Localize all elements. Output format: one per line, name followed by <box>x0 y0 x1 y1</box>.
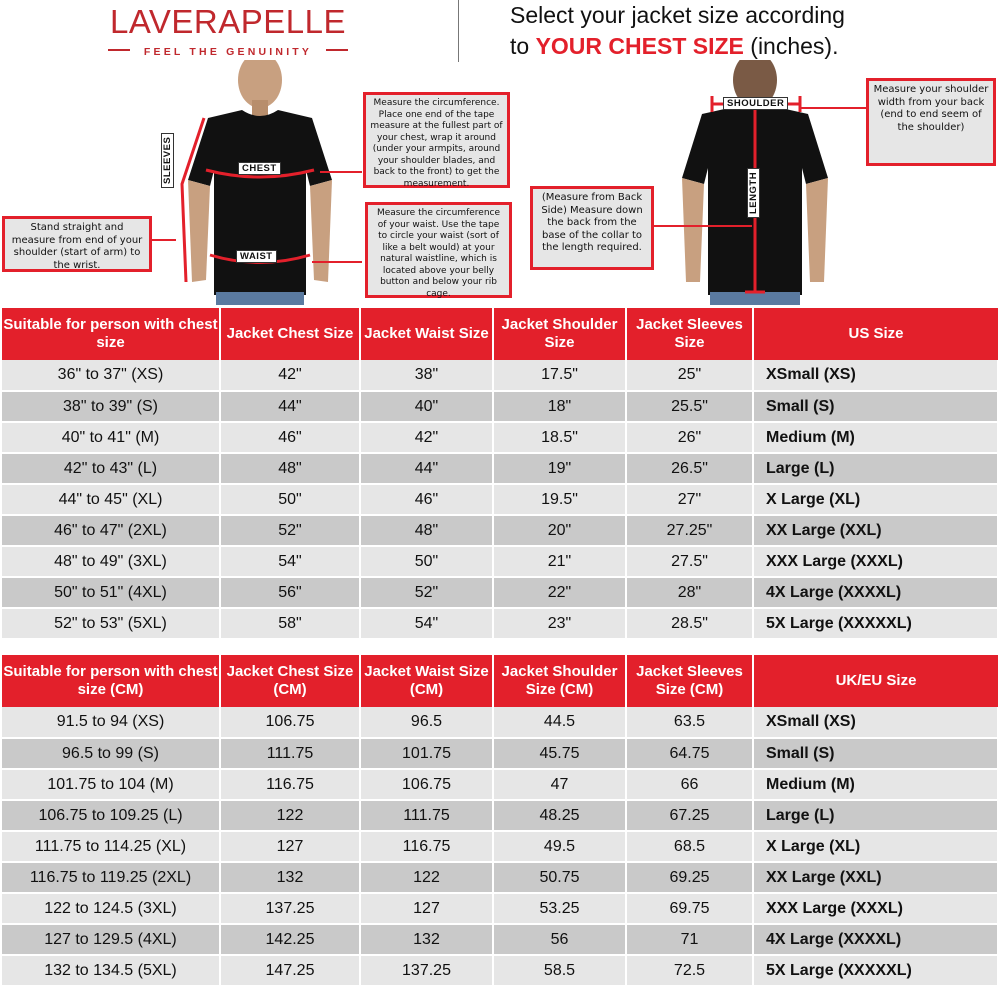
table-cell: 48.25 <box>493 800 626 831</box>
table-cell: 96.5 to 99 (S) <box>2 738 220 769</box>
headline-highlight: YOUR CHEST SIZE <box>535 33 744 59</box>
table-cell: 132 to 134.5 (5XL) <box>2 955 220 986</box>
table-cell: 147.25 <box>220 955 360 986</box>
table-cell: 5X Large (XXXXXL) <box>753 608 998 639</box>
table-cell: 38" <box>360 360 493 391</box>
table-cell: 46" <box>220 422 360 453</box>
table-cell: 42" <box>220 360 360 391</box>
us-size-table <box>2 308 999 640</box>
us-header-chest-range: Suitable for person with chest size <box>2 308 220 360</box>
chest-note: Measure the circumference. Place one end of the tape measure at the fullest part of your chest, wrap it around (under your armpits, around your shoulder blades, and back to the front) to get the measurement. <box>363 92 510 188</box>
table-row <box>2 546 998 577</box>
brand-logo <box>108 4 348 58</box>
table-cell: 127 <box>220 831 360 862</box>
table-cell: 27.5" <box>626 546 753 577</box>
table-row <box>2 422 998 453</box>
table-cell: 45.75 <box>493 738 626 769</box>
table-row <box>2 800 998 831</box>
table-cell: 106.75 <box>360 769 493 800</box>
table-cell: 38" to 39" (S) <box>2 391 220 422</box>
chest-label: CHEST <box>238 162 281 175</box>
table-cell: 56 <box>493 924 626 955</box>
table-row <box>2 769 998 800</box>
table-cell: 52" to 53" (5XL) <box>2 608 220 639</box>
table-cell: XX Large (XXL) <box>753 862 998 893</box>
table-cell: 101.75 <box>360 738 493 769</box>
table-cell: 27.25" <box>626 515 753 546</box>
table-cell: 56" <box>220 577 360 608</box>
table-cell: 20" <box>493 515 626 546</box>
table-cell: 28.5" <box>626 608 753 639</box>
table-cell: 66 <box>626 769 753 800</box>
table-cell: 4X Large (XXXXL) <box>753 577 998 608</box>
table-cell: 96.5 <box>360 707 493 738</box>
table-cell: 71 <box>626 924 753 955</box>
us-header-us-size: US Size <box>753 308 998 360</box>
table-cell: XXX Large (XXXL) <box>753 546 998 577</box>
table-cell: 106.75 <box>220 707 360 738</box>
table-cell: 44" to 45" (XL) <box>2 484 220 515</box>
table-cell: 58.5 <box>493 955 626 986</box>
table-cell: 91.5 to 94 (XS) <box>2 707 220 738</box>
table-cell: 22" <box>493 577 626 608</box>
table-cell: 101.75 to 104 (M) <box>2 769 220 800</box>
table-cell: 50" <box>360 546 493 577</box>
table-row <box>2 893 998 924</box>
table-cell: 111.75 to 114.25 (XL) <box>2 831 220 862</box>
table-cell: 127 to 129.5 (4XL) <box>2 924 220 955</box>
table-cell: 72.5 <box>626 955 753 986</box>
table-cell: Small (S) <box>753 738 998 769</box>
table-cell: 127 <box>360 893 493 924</box>
table-cell: 21" <box>493 546 626 577</box>
table-cell: 40" <box>360 391 493 422</box>
table-cell: 69.25 <box>626 862 753 893</box>
table-cell: 116.75 to 119.25 (2XL) <box>2 862 220 893</box>
length-note: (Measure from Back Side) Measure down the back from the base of the collar to the length required. <box>530 186 654 270</box>
table-cell: 18" <box>493 391 626 422</box>
table-cell: 44" <box>360 453 493 484</box>
table-cell: 44" <box>220 391 360 422</box>
table-cell: 44.5 <box>493 707 626 738</box>
eu-header-chest-range: Suitable for person with chest size (CM) <box>2 655 220 707</box>
table-row <box>2 484 998 515</box>
eu-header-jacket-sleeves: Jacket Sleeves Size (CM) <box>626 655 753 707</box>
headline <box>510 0 990 62</box>
table-cell: Medium (M) <box>753 769 998 800</box>
table-cell: 48" <box>360 515 493 546</box>
table-cell: Medium (M) <box>753 422 998 453</box>
table-cell: 17.5" <box>493 360 626 391</box>
waist-note: Measure the circumference of your waist. Use the tape to circle your waist (sort of like a belt would) at your natural waistline, which is located above your belly button and below your rib cage. <box>365 202 512 298</box>
us-header-jacket-shoulder: Jacket Shoulder Size <box>493 308 626 360</box>
table-cell: 54" <box>220 546 360 577</box>
eu-header-eu-size: UK/EU Size <box>753 655 998 707</box>
table-cell: 58" <box>220 608 360 639</box>
table-cell: 42" to 43" (L) <box>2 453 220 484</box>
headline-prefix: to <box>510 33 536 59</box>
table-cell: X Large (XL) <box>753 831 998 862</box>
headline-suffix: (inches). <box>743 33 839 59</box>
eu-size-table <box>2 655 999 987</box>
table-cell: 50" to 51" (4XL) <box>2 577 220 608</box>
us-table-header-row <box>2 308 998 360</box>
table-cell: 19" <box>493 453 626 484</box>
brand-tagline: FEEL THE GENUINITY <box>143 46 313 58</box>
table-row <box>2 831 998 862</box>
table-row <box>2 707 998 738</box>
table-row <box>2 577 998 608</box>
table-cell: 111.75 <box>220 738 360 769</box>
table-row <box>2 738 998 769</box>
table-cell: 52" <box>220 515 360 546</box>
shoulder-note: Measure your shoulder width from your back (end to end seem of the shoulder) <box>866 78 996 166</box>
table-cell: Small (S) <box>753 391 998 422</box>
table-cell: 26.5" <box>626 453 753 484</box>
table-cell: 122 <box>360 862 493 893</box>
front-connectors <box>140 150 380 280</box>
table-cell: 25" <box>626 360 753 391</box>
table-cell: 69.75 <box>626 893 753 924</box>
table-row <box>2 453 998 484</box>
table-cell: 18.5" <box>493 422 626 453</box>
table-row <box>2 608 998 639</box>
us-header-jacket-sleeves: Jacket Sleeves Size <box>626 308 753 360</box>
sleeves-label: SLEEVES <box>161 133 174 188</box>
table-row <box>2 391 998 422</box>
table-cell: XSmall (XS) <box>753 360 998 391</box>
table-cell: 4X Large (XXXXL) <box>753 924 998 955</box>
brand-name: LAVERAPELLE <box>109 3 347 40</box>
waist-label: WAIST <box>236 250 277 263</box>
table-cell: 132 <box>220 862 360 893</box>
table-cell: 68.5 <box>626 831 753 862</box>
us-header-jacket-chest: Jacket Chest Size <box>220 308 360 360</box>
table-cell: 63.5 <box>626 707 753 738</box>
table-cell: XSmall (XS) <box>753 707 998 738</box>
table-cell: 64.75 <box>626 738 753 769</box>
eu-header-jacket-shoulder: Jacket Shoulder Size (CM) <box>493 655 626 707</box>
table-row <box>2 924 998 955</box>
table-cell: 67.25 <box>626 800 753 831</box>
table-cell: 5X Large (XXXXXL) <box>753 955 998 986</box>
table-cell: 36" to 37" (XS) <box>2 360 220 391</box>
logo-arrow-icon <box>108 42 348 58</box>
table-cell: 26" <box>626 422 753 453</box>
table-cell: 19.5" <box>493 484 626 515</box>
table-cell: 42" <box>360 422 493 453</box>
table-cell: 116.75 <box>360 831 493 862</box>
table-cell: 54" <box>360 608 493 639</box>
table-cell: XXX Large (XXXL) <box>753 893 998 924</box>
table-row <box>2 360 998 391</box>
table-cell: 137.25 <box>220 893 360 924</box>
table-cell: 116.75 <box>220 769 360 800</box>
length-label: LENGTH <box>747 168 760 218</box>
table-cell: 106.75 to 109.25 (L) <box>2 800 220 831</box>
table-cell: 48" <box>220 453 360 484</box>
us-header-jacket-waist: Jacket Waist Size <box>360 308 493 360</box>
table-cell: Large (L) <box>753 453 998 484</box>
table-cell: 23" <box>493 608 626 639</box>
shoulder-label: SHOULDER <box>723 97 788 110</box>
table-cell: 132 <box>360 924 493 955</box>
back-connectors <box>640 100 880 250</box>
table-cell: 53.25 <box>493 893 626 924</box>
table-cell: 40" to 41" (M) <box>2 422 220 453</box>
table-row <box>2 862 998 893</box>
table-cell: 48" to 49" (3XL) <box>2 546 220 577</box>
table-cell: 122 to 124.5 (3XL) <box>2 893 220 924</box>
table-cell: 28" <box>626 577 753 608</box>
table-cell: 122 <box>220 800 360 831</box>
table-cell: XX Large (XXL) <box>753 515 998 546</box>
table-cell: 142.25 <box>220 924 360 955</box>
table-row <box>2 515 998 546</box>
table-cell: Large (L) <box>753 800 998 831</box>
table-cell: 50.75 <box>493 862 626 893</box>
table-cell: 27" <box>626 484 753 515</box>
table-cell: 46" to 47" (2XL) <box>2 515 220 546</box>
sleeves-note: Stand straight and measure from end of your shoulder (start of arm) to the wrist. <box>2 216 152 272</box>
headline-line-1: Select your jacket size according <box>510 2 845 28</box>
table-cell: 137.25 <box>360 955 493 986</box>
table-cell: 49.5 <box>493 831 626 862</box>
table-row <box>2 955 998 986</box>
table-cell: 52" <box>360 577 493 608</box>
table-cell: 47 <box>493 769 626 800</box>
eu-table-header-row <box>2 655 998 707</box>
eu-header-jacket-waist: Jacket Waist Size (CM) <box>360 655 493 707</box>
table-cell: X Large (XL) <box>753 484 998 515</box>
table-cell: 46" <box>360 484 493 515</box>
eu-header-jacket-chest: Jacket Chest Size (CM) <box>220 655 360 707</box>
table-cell: 111.75 <box>360 800 493 831</box>
headline-line-2 <box>510 31 990 62</box>
header-divider <box>458 0 459 62</box>
table-cell: 50" <box>220 484 360 515</box>
table-cell: 25.5" <box>626 391 753 422</box>
